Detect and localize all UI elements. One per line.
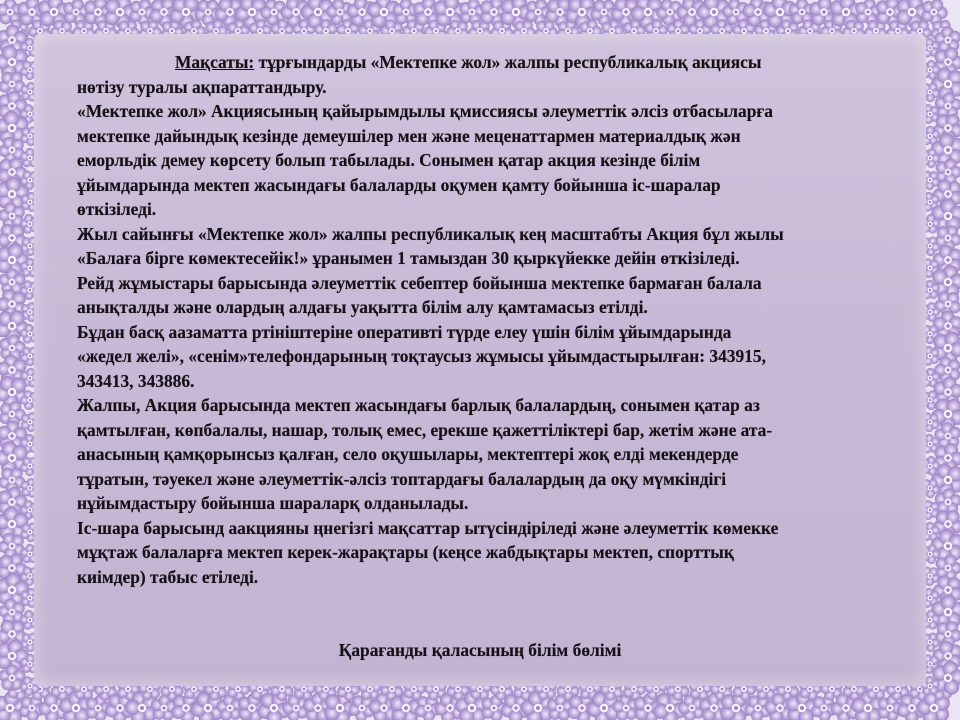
text-line: нөтізу туралы ақпараттандыру.	[77, 76, 327, 97]
text-line: Бұдан басқ аазаматта ртініштеріне оперативті түрде елеу үшін білім ұйымдарында	[77, 321, 732, 342]
text-line: анықталды және олардың алдағы уақытта білім алу қамтамасыз етілді.	[77, 297, 648, 317]
text-line: 343413, 343886.	[77, 370, 195, 391]
text-line: нұйымдастыру бойынша шараларқ олданылады.	[77, 493, 469, 513]
text-line: киімдер) табыс етіледі.	[77, 566, 259, 587]
text-line: «Балаға бірге көмектесейік!» ұранымен 1 тамыздан 30 қыркүйекке дейін өткізіледі.	[77, 248, 740, 268]
document-body	[77, 50, 887, 589]
text-line: Жыл сайынғы «Мектепке жол» жалпы республикалық кең масштабты Акция бұл жылы	[77, 223, 784, 244]
text-line: еморльдік демеу көрсету болып табылады. Сонымен қатар акция кезінде білім	[77, 150, 701, 170]
text-line: тұрғындарды «Мектепке жол» жалпы республикалық акциясы	[254, 52, 762, 72]
heading-label: Мақсаты:	[175, 52, 255, 72]
text-line: анасының қамқорынсыз қалған, село оқушылары, мектептері жоқ елді мекендерде	[77, 444, 739, 464]
text-line: қамтылған, көпбалалы, нашар, толық емес, ерекше қажеттіліктері бар, жетім және ата-	[77, 419, 773, 440]
text-line: мектепке дайындық кезінде демеушілер мен және меценаттармен материалдық жән	[77, 125, 741, 146]
text-line: Рейд жұмыстары барысында әлеуметтік себептер бойынша мектепке бармаған балала	[77, 272, 762, 293]
text-line: «жедел желі», «сенім»телефондарының тоқтаусыз жұмысы ұйымдастырылған: 343915,	[77, 346, 766, 366]
text-line: «Мектепке жол» Акциясының қайырымдылы қмиссиясы әлеуметтік әлсіз отбасыларға	[77, 101, 773, 121]
signature-line: Қарағанды қаласының білім бөлімі	[338, 640, 622, 660]
text-line: Жалпы, Акция барысында мектеп жасындағы барлық балалардың, сонымен қатар аз	[77, 395, 760, 415]
text-line: Іс-шара барысынд аакцияны ңнегізгі мақсаттар ытүсіндіріледі және әлеуметтік көмекке	[77, 517, 779, 538]
text-line-1	[77, 50, 887, 75]
text-line: ұйымдарында мектеп жасындағы балаларды оқумен қамту бойынша іс-шаралар	[77, 174, 721, 195]
text-line: тұратын, тәуекел және әлеуметтік-әлсіз топтардағы балалардың да оқу мүмкіндігі	[77, 468, 727, 489]
text-line: мұқтаж балаларға мектеп керек-жарақтары (кеңсе жабдықтары мектеп, спорттық	[77, 542, 734, 562]
text-line: өткізіледі.	[77, 199, 157, 219]
